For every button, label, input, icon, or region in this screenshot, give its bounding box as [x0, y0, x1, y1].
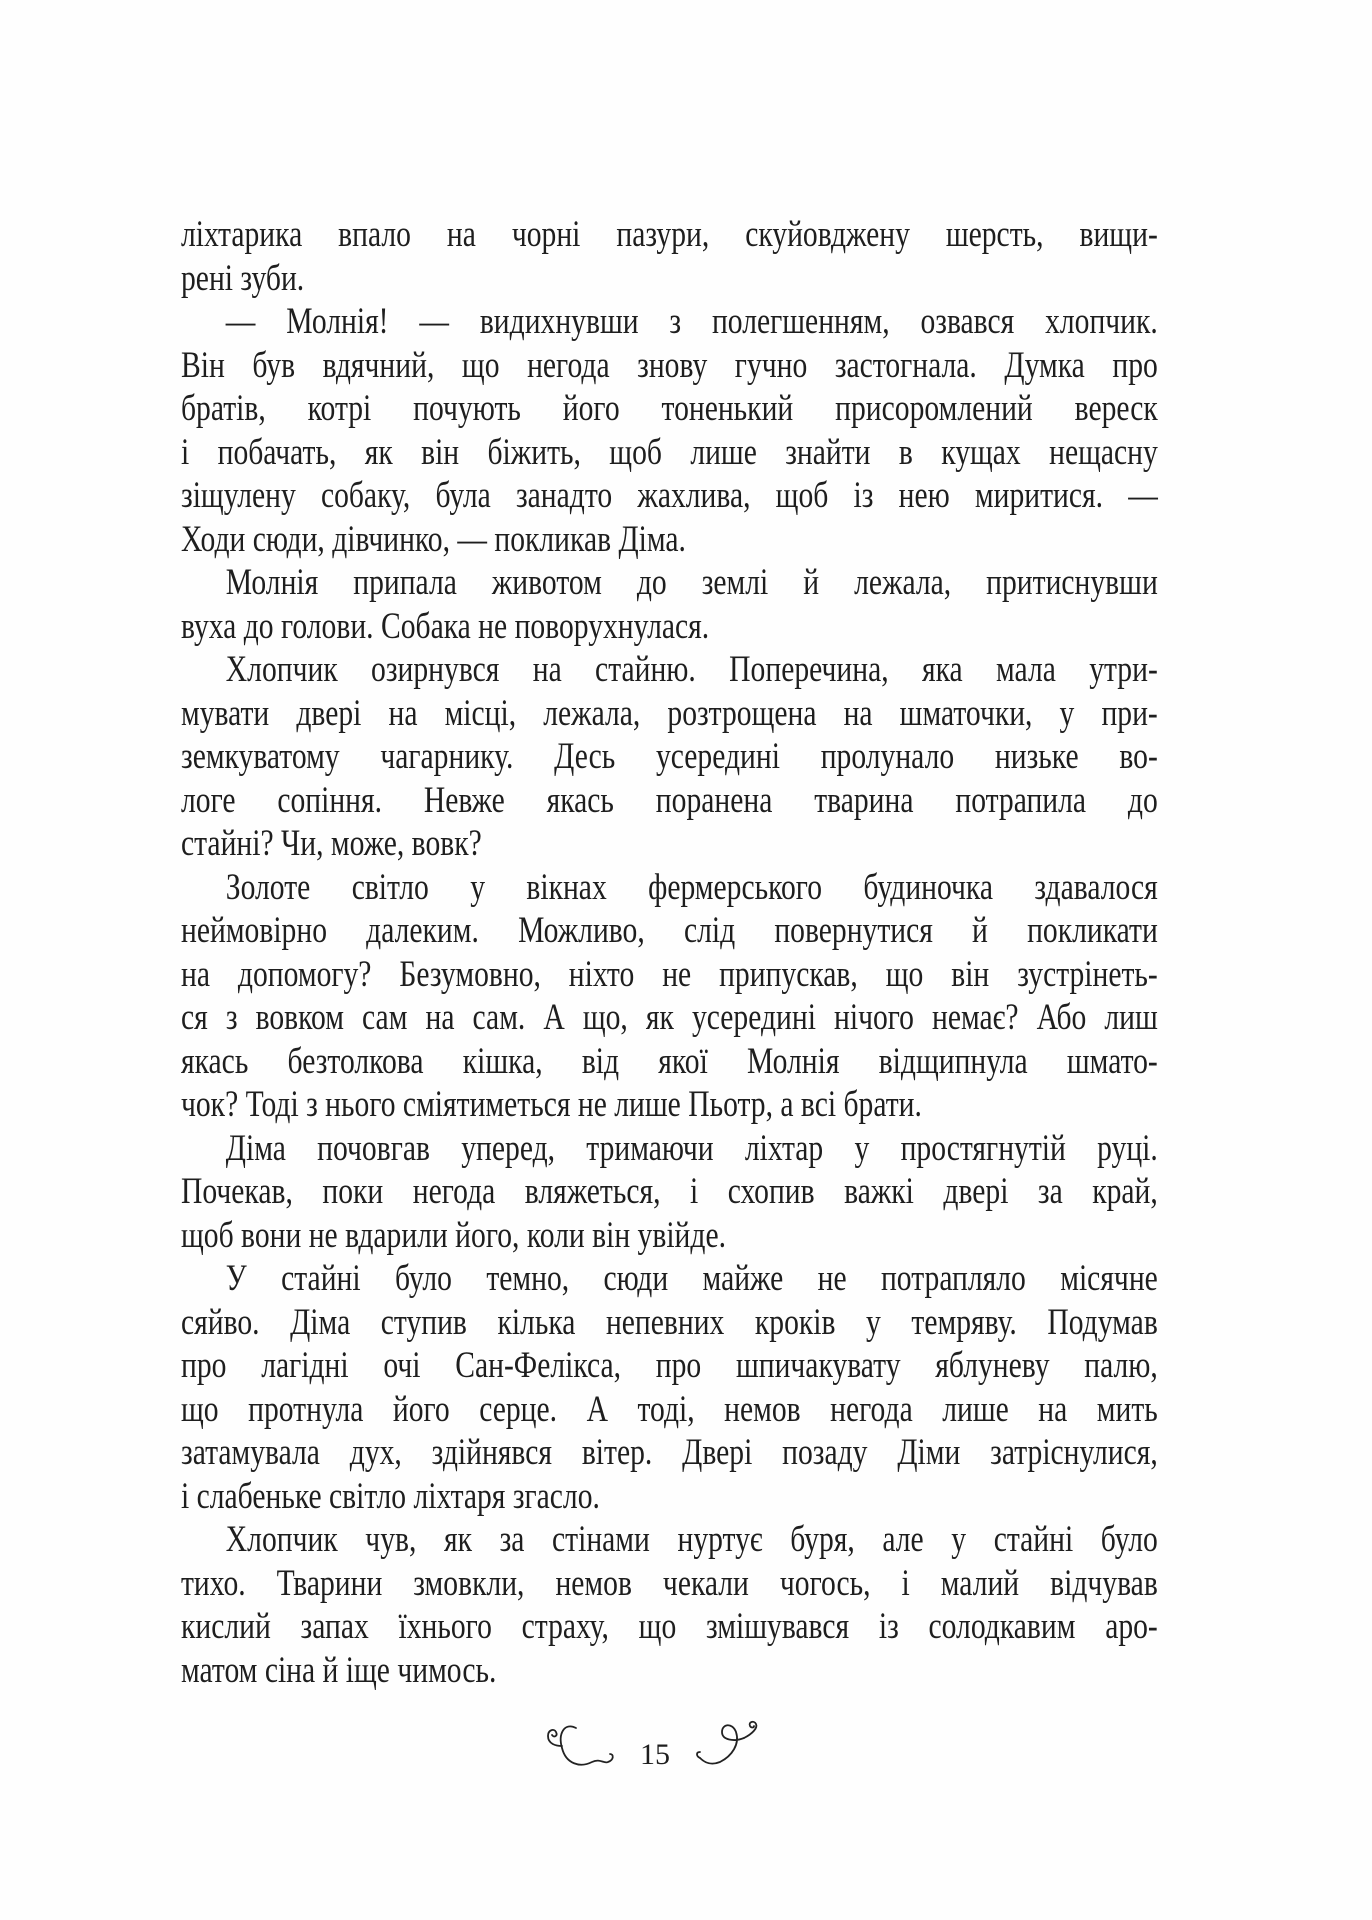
text-line: про лагідні очі Сан-Фелікса, про шпичакувату яблуневу палю, — [181, 1345, 1158, 1386]
text-line: щоб вони не вдарили його, коли він увійде. — [181, 1214, 726, 1256]
text-line: — Молнія! — видихнувши з полегшенням, озвався хлопчик. — [225, 301, 1158, 342]
text-line: Хлопчик озирнувся на стайню. Поперечина, яка мала утри- — [225, 649, 1158, 690]
text-line: земкуватому чагарнику. Десь усередині пролунало низьке во- — [181, 736, 1158, 777]
text-line: ся з вовком сам на сам. А що, як усередині нічого немає? Або лиш — [181, 997, 1158, 1038]
text-line: братів, котрі почують його тоненький присоромлений вереск — [181, 388, 1158, 429]
text-line: і слабеньке світло ліхтаря згасло. — [181, 1475, 600, 1517]
swirl-left-icon — [542, 1718, 622, 1783]
text-line: чок? Тоді з нього сміятиметься не лише Пьотр, а всі брати. — [181, 1084, 922, 1125]
text-line: сяйво. Діма ступив кілька непевних кроків у темряву. Подумав — [181, 1301, 1158, 1343]
text-line: неймовірно далеким. Можливо, слід повернутися й покликати — [181, 910, 1158, 951]
text-line: У стайні було темно, сюди майже не потрапляло місячне — [225, 1258, 1158, 1299]
text-line: затамувала дух, здійнявся вітер. Двері позаду Діми затріснулися, — [181, 1432, 1158, 1473]
swirl-right-icon — [688, 1718, 768, 1783]
text-line: тихо. Тварини змовкли, немов чекали чогось, і малий відчував — [181, 1562, 1158, 1604]
text-line: зіщулену собаку, була занадто жахлива, щоб із нею миритися. — — [181, 475, 1158, 516]
text-line: кислий запах їхнього страху, що змішувався із солодкавим аро- — [181, 1606, 1158, 1647]
text-line: Золоте світло у вікнах фермерського будиночка здавалося — [225, 866, 1158, 908]
text-line: що протнула його серце. А тоді, немов негода лише на мить — [181, 1388, 1158, 1430]
page-footer — [520, 1715, 790, 1785]
text-line: мувати двері на місці, лежала, розтрощена на шматочки, у при- — [181, 692, 1158, 734]
text-line: Діма почовгав уперед, тримаючи ліхтар у простягнутій руці. — [225, 1127, 1158, 1169]
text-line: стайні? Чи, може, вовк? — [181, 823, 482, 864]
text-line: вуха до голови. Собака не поворухнулася. — [181, 605, 710, 647]
page-number: 15 — [640, 1738, 670, 1771]
text-line: Молнія припала животом до землі й лежала, притиснувши — [225, 562, 1158, 603]
text-line: матом сіна й іще чимось. — [181, 1649, 497, 1691]
text-line: ліхтарика впало на чорні пазури, скуйовджену шерсть, вищи- — [181, 214, 1158, 255]
text-line: на допомогу? Безумовно, ніхто не припускав, що він зустрінеть- — [181, 953, 1158, 995]
text-line: рені зуби. — [181, 257, 305, 299]
text-line: логе сопіння. Невже якась поранена тварина потрапила до — [181, 779, 1158, 821]
text-line: і побачать, як він біжить, щоб лише знайти в кущах нещасну — [181, 431, 1158, 473]
body-text — [181, 213, 1158, 1692]
text-line: Ходи сюди, дівчинко, — покликав Діма. — [181, 518, 686, 560]
text-line: Почекав, поки негода вляжеться, і схопив важкі двері за край, — [181, 1171, 1158, 1212]
text-line: якась безтолкова кішка, від якої Молнія відщипнула шмато- — [181, 1040, 1158, 1082]
text-line: Хлопчик чув, як за стінами нуртує буря, але у стайні було — [225, 1519, 1158, 1560]
text-line: Він був вдячний, що негода знову гучно застогнала. Думка про — [181, 344, 1158, 386]
